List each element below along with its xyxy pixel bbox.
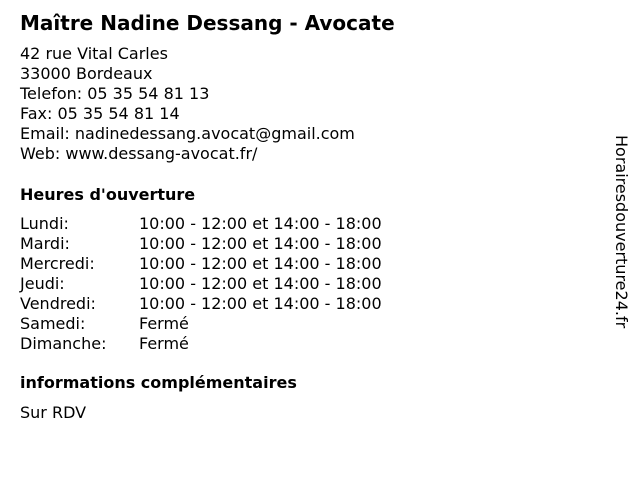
hours-day: Lundi: xyxy=(20,214,69,233)
hours-time: 10:00 - 12:00 et 14:00 - 18:00 xyxy=(139,294,382,313)
info-title: informations complémentaires xyxy=(20,373,297,392)
hours-time: Fermé xyxy=(139,334,189,353)
hours-row xyxy=(20,294,600,314)
address-line-1: 42 rue Vital Carles xyxy=(20,44,168,63)
hours-row xyxy=(20,234,600,254)
email-line: Email: nadinedessang.avocat@gmail.com xyxy=(20,124,355,143)
hours-row xyxy=(20,274,600,294)
web-line: Web: www.dessang-avocat.fr/ xyxy=(20,144,258,163)
hours-time: 10:00 - 12:00 et 14:00 - 18:00 xyxy=(139,274,382,293)
hours-day: Samedi: xyxy=(20,314,86,333)
hours-table xyxy=(20,214,600,354)
business-name: Maître Nadine Dessang - Avocate xyxy=(20,11,395,35)
fax-line: Fax: 05 35 54 81 14 xyxy=(20,104,180,123)
hours-day: Mercredi: xyxy=(20,254,95,273)
hours-day: Vendredi: xyxy=(20,294,96,313)
hours-time: 10:00 - 12:00 et 14:00 - 18:00 xyxy=(139,254,382,273)
hours-row xyxy=(20,314,600,334)
hours-row xyxy=(20,334,600,354)
hours-day: Jeudi: xyxy=(20,274,65,293)
hours-row xyxy=(20,254,600,274)
phone-line: Telefon: 05 35 54 81 13 xyxy=(20,84,210,103)
info-text: Sur RDV xyxy=(20,403,87,422)
hours-title: Heures d'ouverture xyxy=(20,185,196,204)
hours-row xyxy=(20,214,600,234)
business-card xyxy=(20,10,600,423)
hours-day: Dimanche: xyxy=(20,334,107,353)
hours-time: 10:00 - 12:00 et 14:00 - 18:00 xyxy=(139,234,382,253)
hours-time: Fermé xyxy=(139,314,189,333)
hours-day: Mardi: xyxy=(20,234,70,253)
contact-block xyxy=(20,44,600,164)
address-line-2: 33000 Bordeaux xyxy=(20,64,153,83)
brand-watermark: Horairesdouverture24.fr xyxy=(612,135,631,329)
hours-time: 10:00 - 12:00 et 14:00 - 18:00 xyxy=(139,214,382,233)
